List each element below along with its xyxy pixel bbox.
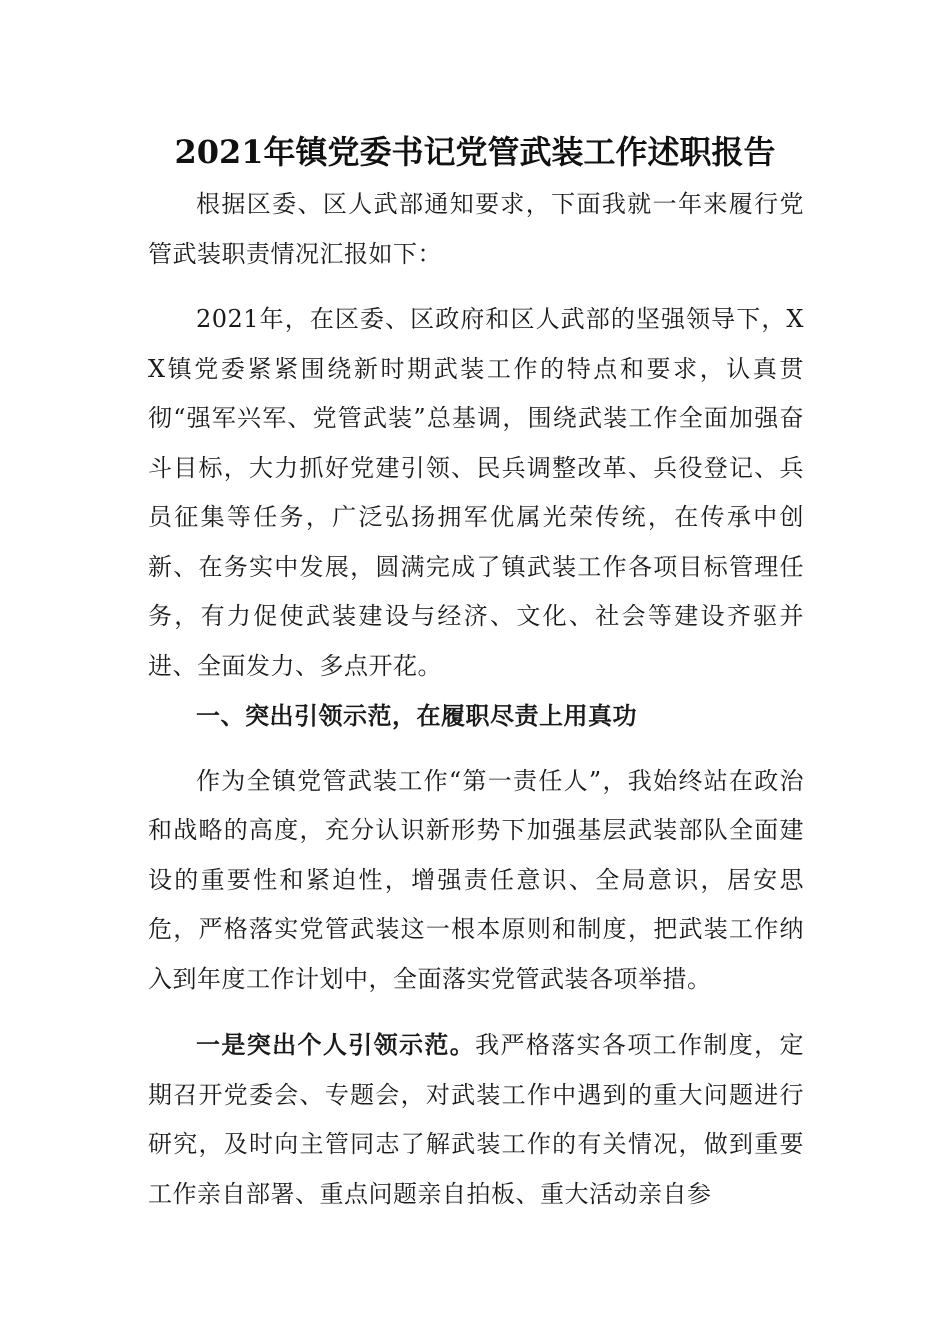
point-1-lead: 一是突出个人引领示范。 [196, 1030, 476, 1059]
point-1-body: 我严格落实各项工作制度，定期召开党委会、专题会，对武装工作中遇到的重大问题进行研究，及时向主管同志了解武装工作的有关情况，做到重要工作亲自部署、重点问题亲自拍板、重大活动亲自参 [148, 1031, 805, 1208]
section-1-paragraph: 作为全镇党管武装工作“第一责任人”，我始终站在政治和战略的高度，充分认识新形势下加强基层武装部队全面建设的重要性和紧迫性，增强责任意识、全局意识，居安思危，严格落实党管武装这一根本原则和制度，把武装工作纳入到年度工作计划中，全面落实党管武装各项举措。 [148, 766, 804, 993]
document-body [148, 180, 804, 1219]
section-heading-1: 一、突出引领示范，在履职尽责上用真功 [196, 701, 637, 730]
summary-paragraph: 2021年，在区委、区政府和区人武部的坚强领导下，XX镇党委紧紧围绕新时期武装工作的特点和要求，认真贯彻“强军兴军、党管武装”总基调，围绕武装工作全面加强奋斗目标，大力抓好党建引领、民兵调整改革、兵役登记、兵员征集等任务，广泛弘扬拥军优属光荣传统，在传承中创新、在务实中发展，圆满完成了镇武装工作各项目标管理任务，有力促使武装建设与经济、文化、社会等建设齐驱并进、全面发力、多点开花。 [148, 305, 804, 680]
document-title: 2021年镇党委书记党管武装工作述职报告 [174, 133, 776, 171]
point-1-paragraph [148, 1020, 804, 1219]
intro-paragraph: 根据区委、区人武部通知要求，下面我就一年来履行党管武装职责情况汇报如下： [148, 190, 804, 268]
